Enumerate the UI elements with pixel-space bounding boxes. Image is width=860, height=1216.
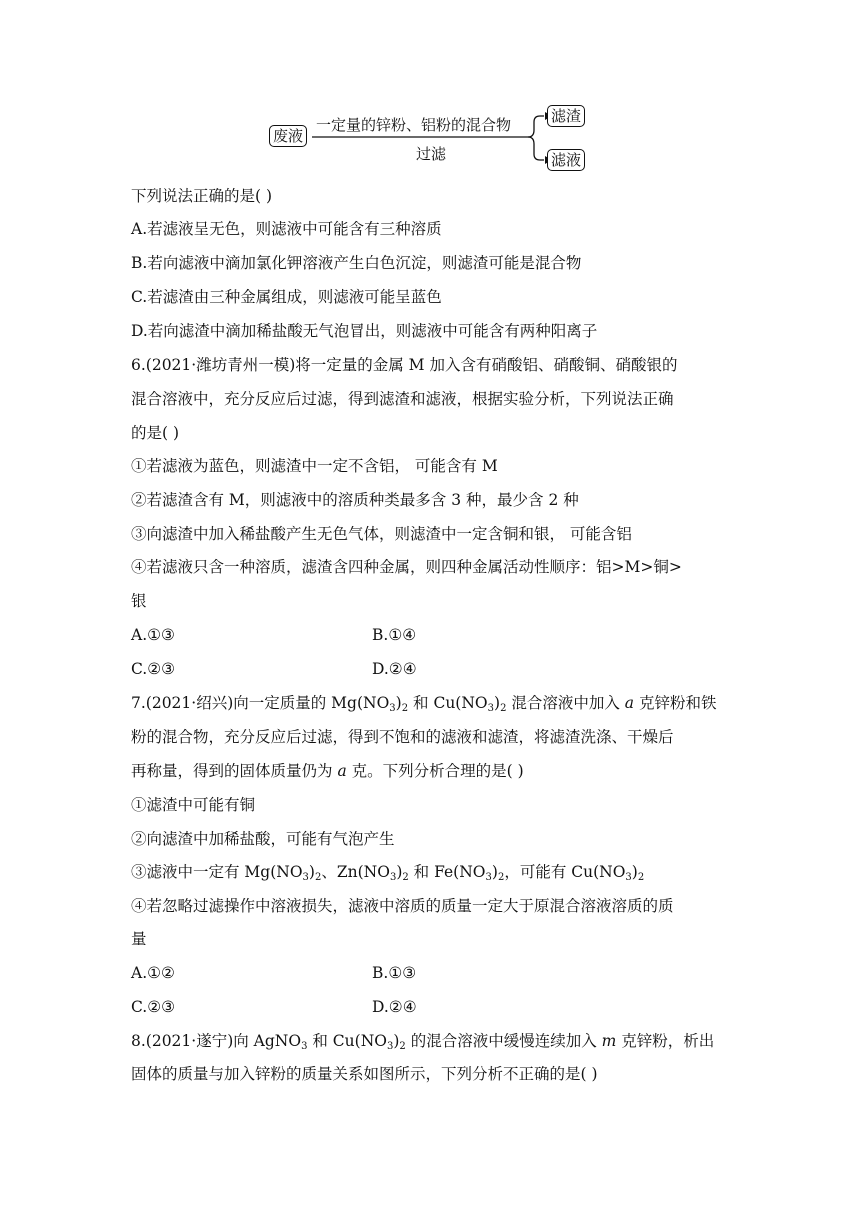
q7-stem-line2: 粉的混合物，充分反应后过滤，得到不饱和的滤液和滤渣，将滤渣洗涤、干燥后 [131, 728, 674, 746]
q7-stem-line1: 7.(2021·绍兴)向一定质量的 $Mg(NO_3)_2$ 和 $Cu(NO_3)_2$ 混合溶液中加入 a 克锌粉和铁 [131, 694, 717, 714]
q6-statement-4-cont: 银 [131, 592, 147, 610]
q7-statement-4: ④若忽略过滤操作中溶液损失，滤液中溶质的质量一定大于原混合溶液溶质的质 [131, 897, 674, 915]
q6-stem-line2: 混合溶液中，充分反应后过滤，得到滤渣和滤液，根据实验分析，下列说法正确 [131, 390, 674, 408]
q6-option-b: B.①④ [372, 626, 417, 644]
q7-statement-1: ①滤渣中可能有铜 [131, 796, 256, 814]
q7-option-d: D.②④ [372, 998, 417, 1016]
q5-stem: 下列说法正确的是( ) [131, 187, 273, 205]
q6-stem-line1: 6.(2021·潍坊青州一模)将一定量的金属 M 加入含有硝酸铝、硝酸铜、硝酸银的 [131, 356, 678, 374]
filtrate-box: 滤液 [547, 149, 585, 171]
q6-option-c: C.②③ [131, 660, 176, 678]
q6-statement-2: ②若滤渣含有 M，则滤液中的溶质种类最多含 3 种，最少含 2 种 [131, 491, 579, 509]
residue-box: 滤渣 [547, 105, 585, 127]
q6-option-a: A.①③ [131, 626, 175, 644]
reagent-label: 一定量的锌粉、铝粉的混合物 [316, 116, 512, 134]
q6-stem-line3: 的是( ) [131, 424, 180, 442]
branch-top [528, 116, 544, 137]
q7-option-c: C.②③ [131, 998, 176, 1016]
q6-statement-4: ④若滤液只含一种溶质，滤渣含四种金属，则四种金属活动性顺序：铝>M>铜> [131, 558, 682, 576]
q5-option-a: A.若滤液呈无色，则滤液中可能含有三种溶质 [131, 220, 442, 238]
q7-statement-4-cont: 量 [131, 930, 147, 948]
operation-label: 过滤 [416, 145, 447, 163]
q5-option-c: C.若滤渣由三种金属组成，则滤液可能呈蓝色 [131, 288, 442, 306]
q5-option-d: D.若向滤渣中滴加稀盐酸无气泡冒出，则滤液中可能含有两种阳离子 [131, 322, 598, 340]
q7-statement-3: ③滤液中一定有 $Mg(NO_3)_2$、$Zn(NO_3)_2$ 和 $Fe(NO_3)_2$，可能有 $Cu(NO_3)_2$ [131, 863, 645, 883]
q8-stem-line2: 固体的质量与加入锌粉的质量关系如图所示，下列分析不正确的是( ) [131, 1065, 598, 1083]
flow-diagram [266, 100, 596, 180]
q6-statement-1: ①若滤液为蓝色，则滤渣中一定不含铝， 可能含有 M [131, 457, 498, 475]
q7-option-b: B.①③ [372, 964, 417, 982]
q6-option-d: D.②④ [372, 660, 417, 678]
waste-liquid-box: 废液 [269, 125, 307, 147]
q7-option-a: A.①② [131, 964, 175, 982]
q5-option-b: B.若向滤液中滴加氯化钾溶液产生白色沉淀，则滤渣可能是混合物 [131, 254, 582, 272]
q7-stem-line3: 再称量，得到的固体质量仍为 a 克。下列分析合理的是( ) [131, 762, 524, 780]
q6-statement-3: ③向滤渣中加入稀盐酸产生无色气体，则滤渣中一定含铜和银， 可能含铝 [131, 525, 632, 543]
branch-bottom [528, 137, 544, 160]
q7-statement-2: ②向滤渣中加稀盐酸，可能有气泡产生 [131, 830, 395, 848]
q8-stem-line1: 8.(2021·遂宁)向 AgNO$_3$ 和 $Cu(NO_3)_2$ 的混合溶液中缓慢连续加入 m 克锌粉，析出 [131, 1032, 715, 1052]
